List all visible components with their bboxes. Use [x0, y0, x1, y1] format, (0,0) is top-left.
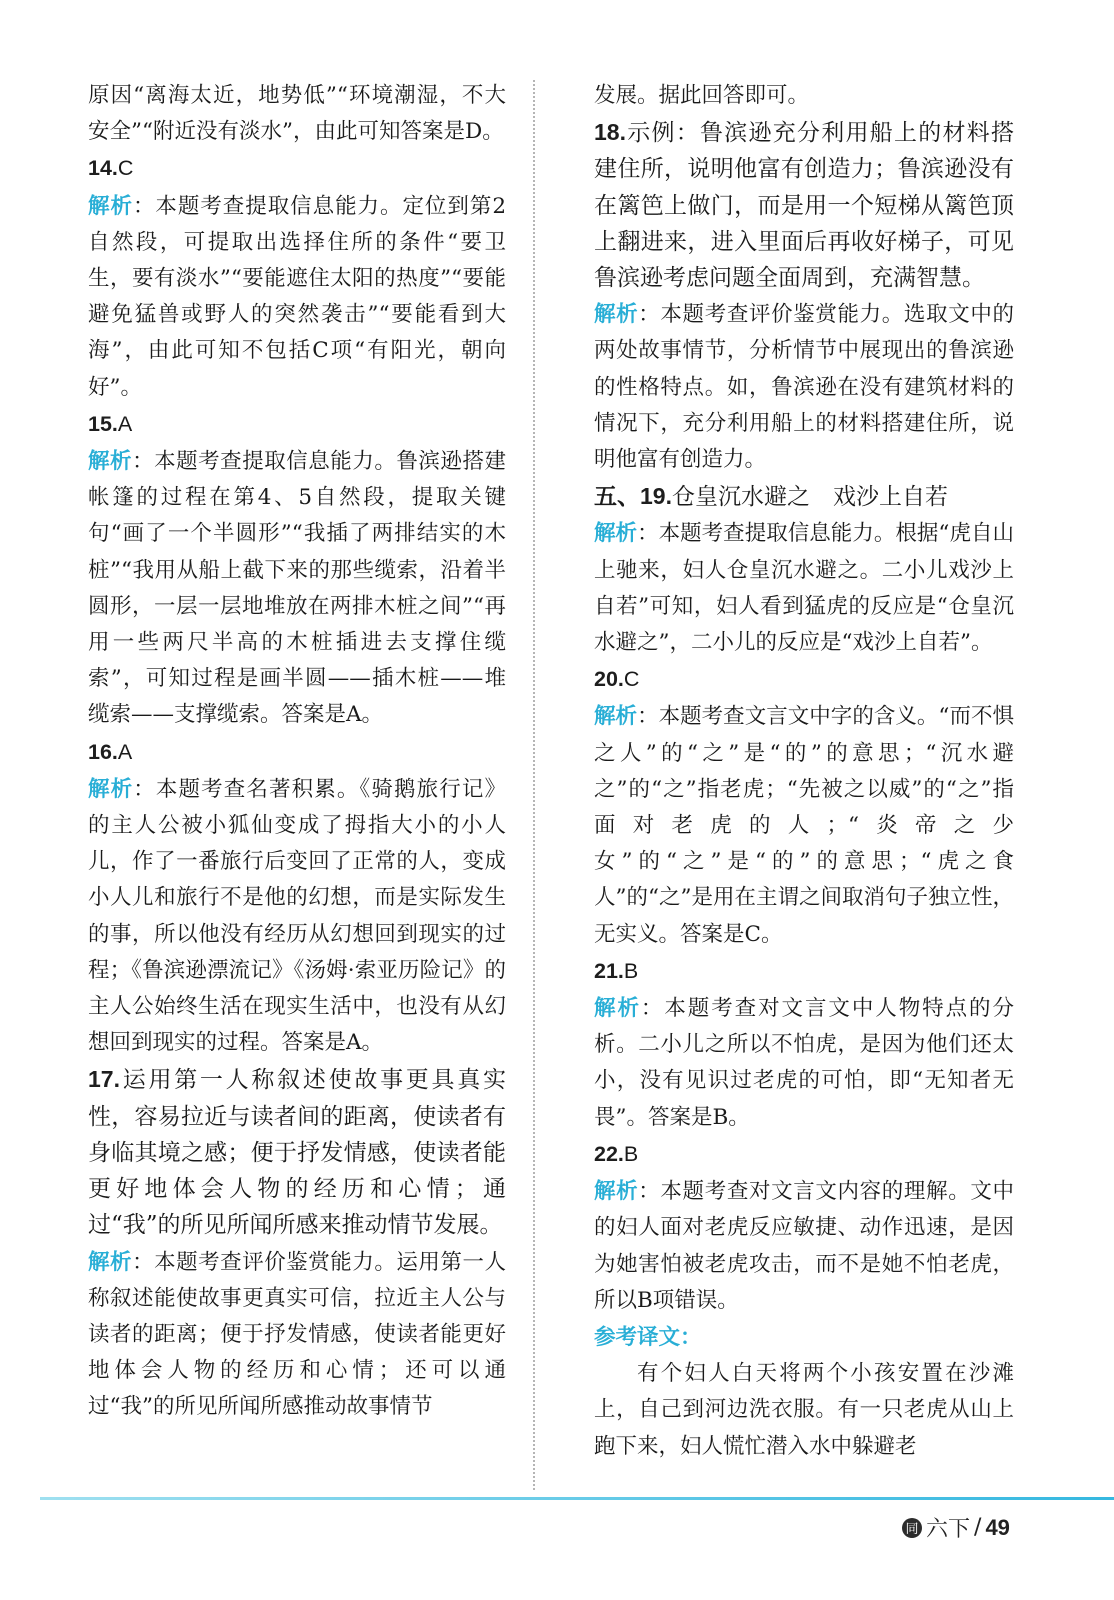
analysis-text: ：本题考查提取信息能力。定位到第2自然段，可提取出选择住所的条件“要卫生，要有淡水”“要能遮住太阳的热度”“要能避免猛兽或野人的突然袭击”“要能看到大海”，由此可知不包括C项“有阳光，朝向好”。 — [88, 193, 506, 400]
question-number: 18. — [594, 119, 626, 146]
answer-choice: C — [117, 156, 134, 181]
text-block — [88, 78, 506, 150]
answer-line — [594, 953, 1014, 990]
right-column — [594, 78, 1014, 1465]
page-separator: / — [974, 1515, 982, 1540]
answer-line — [88, 1061, 506, 1243]
analysis-block — [594, 296, 1014, 478]
answer-line — [88, 150, 506, 187]
answer-line — [88, 406, 506, 443]
question-number: 22. — [594, 1141, 624, 1166]
text-content: 发展。据此回答即可。 — [594, 83, 810, 108]
analysis-block — [88, 443, 506, 734]
analysis-block — [594, 698, 1014, 952]
analysis-text: ：本题考查名著积累。《骑鹅旅行记》的主人公被小狐仙变成了拇指大小的小人儿，作了一番旅行后变回了正常的人，变成小人儿和旅行不是他的幻想，而是实际发生的事，所以他没有经历从幻想回到现实的过程；《鲁滨逊漂流记》《汤姆·索亚历险记》的主人公始终生活在现实生活中，也没有从幻想回到现实的过程。答案是A。 — [88, 776, 506, 1056]
text-block — [594, 78, 1014, 114]
page-number: 49 — [985, 1514, 1010, 1540]
question-number: 19. — [640, 483, 672, 510]
analysis-block — [594, 515, 1014, 661]
translation-label — [594, 1319, 1014, 1356]
left-column — [88, 78, 506, 1426]
analysis-text: ：本题考查文言文中字的含义。“而不惧之人”的“之”是“的”的意思；“沉水避之”的“之”指老虎；“先被之以威”的“之”指面对老虎的人；“炎帝之少女”的“之”是“的”的意思；“虎之食人”的“之”是用在主谓之间取消句子独立性，无实义。答案是C。 — [594, 704, 1014, 947]
translation-tag: 参考译文： — [594, 1324, 702, 1349]
analysis-tag: 解析 — [594, 996, 641, 1021]
answer-text: 运用第一人称叙述使故事更具真实性，容易拉近与读者间的距离，使读者有身临其境之感；便于抒发情感，使读者能更好地体会人物的经历和心情；通过“我”的所见所闻所感来推动情节发展。 — [88, 1067, 506, 1239]
analysis-tag: 解析 — [88, 193, 133, 218]
text-content: 原因“离海太近，地势低”“环境潮湿，不大安全”“附近没有淡水”，由此可知答案是D。 — [88, 83, 506, 145]
answer-choice: B — [623, 958, 639, 983]
answer-text: 仓皇沉水避之 戏沙上自若 — [671, 484, 948, 511]
translation-content: 有个妇人白天将两个小孩安置在沙滩上，自己到河边洗衣服。有一只老虎从山上跑下来，妇人慌忙潜入水中躲避老 — [594, 1361, 1014, 1459]
answer-line — [594, 114, 1014, 296]
analysis-tag: 解析 — [88, 776, 134, 801]
analysis-block — [594, 1173, 1014, 1319]
answer-choice: A — [117, 739, 133, 764]
page-footer — [902, 1512, 1010, 1543]
analysis-block — [594, 990, 1014, 1136]
analysis-tag: 解析 — [88, 1249, 133, 1274]
section-answer-line — [594, 478, 1014, 515]
translation-text — [594, 1356, 1014, 1465]
analysis-text: ：本题考查评价鉴赏能力。运用第一人称叙述能使故事更真实可信，拉近主人公与读者的距离；便于抒发情感，使读者能更好地体会人物的经历和心情；还可以通过“我”的所见所闻所感推动故事情节 — [88, 1249, 506, 1420]
analysis-text: ：本题考查提取信息能力。鲁滨逊搭建帐篷的过程在第4、5自然段，提取关键句“画了一个半圆形”“我插了两排结实的木桩”“我用从船上截下来的那些缆索，沿着半圆形，一层一层地堆放在两排木桩之间”“再用一些两尺半高的木桩插进去支撑住缆索”，可知过程是画半圆——插木桩——堆缆索——支撑缆索。答案是A。 — [88, 449, 506, 728]
answer-choice: B — [623, 1141, 639, 1166]
analysis-tag: 解析 — [594, 1179, 639, 1204]
analysis-tag: 解析 — [594, 704, 638, 729]
answer-line — [594, 1136, 1014, 1173]
question-number: 20. — [594, 667, 624, 692]
answer-line — [88, 734, 506, 771]
analysis-tag: 解析 — [594, 302, 639, 327]
column-divider — [533, 80, 535, 1490]
analysis-text: ：本题考查评价鉴赏能力。选取文中的两处故事情节，分析情节中展现出的鲁滨逊的性格特点。如，鲁滨逊在没有建筑材料的情况下，充分利用船上的材料搭建住所，说明他富有创造力。 — [594, 302, 1014, 473]
question-number: 15. — [88, 411, 118, 436]
edition-badge-icon: 同 — [902, 1518, 922, 1538]
analysis-block — [88, 771, 506, 1062]
analysis-text: ：本题考查提取信息能力。根据“虎自山上驰来，妇人仓皇沉水避之。二小儿戏沙上自若”可知，妇人看到猛虎的反应是“仓皇沉水避之”，二小儿的反应是“戏沙上自若”。 — [594, 521, 1014, 656]
question-number: 17. — [88, 1066, 120, 1093]
analysis-tag: 解析 — [594, 521, 638, 546]
grade-label: 六下 — [926, 1517, 971, 1542]
answer-line — [594, 661, 1014, 698]
question-number: 16. — [88, 739, 118, 764]
analysis-tag: 解析 — [88, 449, 133, 474]
question-number: 21. — [594, 958, 624, 983]
analysis-block — [88, 188, 506, 406]
section-number: 五、 — [594, 484, 640, 511]
answer-choice: C — [623, 667, 640, 692]
analysis-block — [88, 1244, 506, 1426]
answer-choice: A — [117, 411, 133, 436]
footer-rule — [40, 1497, 1114, 1500]
answer-text: 示例：鲁滨逊充分利用船上的材料搭建住所，说明他富有创造力；鲁滨逊没有在篱笆上做门，而是用一个短梯从篱笆顶上翻进来，进入里面后再收好梯子，可见鲁滨逊考虑问题全面周到，充满智慧。 — [594, 120, 1014, 292]
analysis-text: ：本题考查对文言文中人物特点的分析。二小儿之所以不怕虎，是因为他们还太小，没有见识过老虎的可怕，即“无知者无畏”。答案是B。 — [594, 996, 1014, 1130]
question-number: 14. — [88, 156, 118, 181]
analysis-text: ：本题考查对文言文内容的理解。文中的妇人面对老虎反应敏捷、动作迅速，是因为她害怕被老虎攻击，而不是她不怕老虎，所以B项错误。 — [594, 1179, 1014, 1313]
